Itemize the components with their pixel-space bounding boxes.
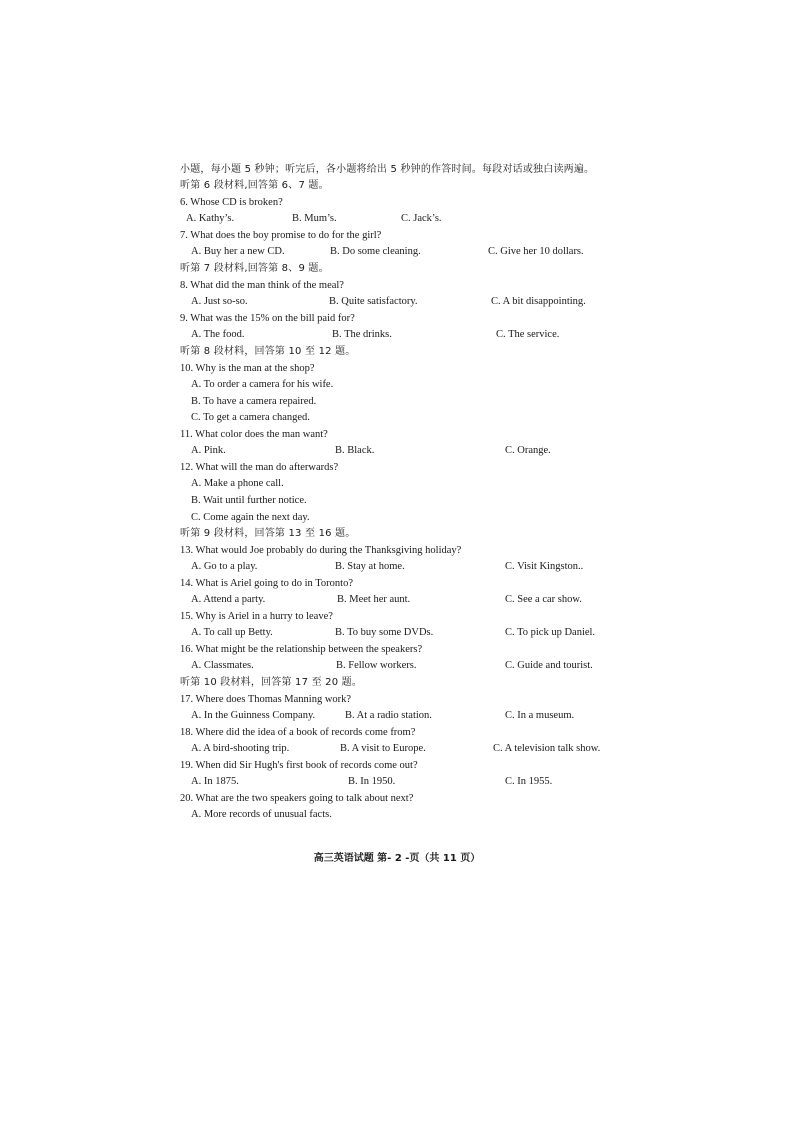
question-stem: 6. Whose CD is broken? xyxy=(180,197,283,208)
question-stem: 9. What was the 15% on the bill paid for? xyxy=(180,313,355,324)
option-a: A. In 1875. xyxy=(191,776,239,787)
question-stem: 13. What would Joe probably do during the Thanksgiving holiday? xyxy=(180,545,462,556)
option-b: B. The drinks. xyxy=(332,329,392,340)
option-a: A. Pink. xyxy=(191,445,226,456)
option-c: C. Orange. xyxy=(505,445,551,456)
option-c: C. In a museum. xyxy=(505,710,575,721)
question-stem: 20. What are the two speakers going to talk about next? xyxy=(180,793,414,804)
question-stem: 11. What color does the man want? xyxy=(180,429,328,440)
option-b: B. Mum’s. xyxy=(292,213,337,224)
option-a: A. Make a phone call. xyxy=(191,478,284,489)
option-c: C. See a car show. xyxy=(505,594,582,605)
section-instruction: 听第 8 段材料，回答第 10 至 12 题。 xyxy=(180,346,356,357)
question-stem: 17. Where does Thomas Manning work? xyxy=(180,694,352,705)
question-stem: 18. Where did the idea of a book of records come from? xyxy=(180,727,416,738)
option-b: B. Black. xyxy=(335,445,375,456)
option-a: A. To call up Betty. xyxy=(191,627,273,638)
option-b: B. Meet her aunt. xyxy=(337,594,411,605)
question-stem: 14. What is Ariel going to do in Toronto? xyxy=(180,578,353,589)
option-a: A. To order a camera for his wife. xyxy=(191,379,334,390)
option-a: A. Go to a play. xyxy=(191,561,258,572)
option-c: C. Visit Kingston.. xyxy=(505,561,584,572)
option-a: A. More records of unusual facts. xyxy=(191,809,332,820)
option-c: C. A bit disappointing. xyxy=(491,296,586,307)
option-b: B. To buy some DVDs. xyxy=(335,627,434,638)
option-c: C. A television talk show. xyxy=(493,743,601,754)
option-c: C. Jack’s. xyxy=(401,213,442,224)
question-stem: 12. What will the man do afterwards? xyxy=(180,462,339,473)
option-c: C. Come again the next day. xyxy=(191,512,310,523)
option-c: C. Guide and tourist. xyxy=(505,660,593,671)
option-b: B. Stay at home. xyxy=(335,561,405,572)
section-instruction: 听第 9 段材料，回答第 13 至 16 题。 xyxy=(180,528,356,539)
option-a: A. Attend a party. xyxy=(191,594,266,605)
option-b: B. Wait until further notice. xyxy=(191,495,307,506)
option-a: A. Just so-so. xyxy=(191,296,248,307)
option-c: C. The service. xyxy=(496,329,560,340)
option-c: C. To get a camera changed. xyxy=(191,412,310,423)
question-stem: 15. Why is Ariel in a hurry to leave? xyxy=(180,611,333,622)
question-stem: 8. What did the man think of the meal? xyxy=(180,280,344,291)
section-instruction: 听第 6 段材料,回答第 6、7 题。 xyxy=(180,180,329,191)
option-a: A. The food. xyxy=(191,329,245,340)
option-b: B. At a radio station. xyxy=(345,710,432,721)
option-b: B. Fellow workers. xyxy=(336,660,417,671)
question-stem: 7. What does the boy promise to do for the girl? xyxy=(180,230,382,241)
option-a: A. In the Guinness Company. xyxy=(191,710,316,721)
option-c: C. Give her 10 dollars. xyxy=(488,246,584,257)
option-a: A. A bird-shooting trip. xyxy=(191,743,290,754)
question-stem: 10. Why is the man at the shop? xyxy=(180,363,315,374)
option-c: C. To pick up Daniel. xyxy=(505,627,596,638)
listening-intro: 小题，每小题 5 秒钟；听完后，各小题将给出 5 秒钟的作答时间。每段对话或独白读两遍。 xyxy=(180,164,595,175)
option-b: B. Do some cleaning. xyxy=(330,246,421,257)
section-instruction: 听第 7 段材料,回答第 8、9 题。 xyxy=(180,263,329,274)
option-b: B. A visit to Europe. xyxy=(340,743,426,754)
option-b: B. In 1950. xyxy=(348,776,396,787)
question-stem: 16. What might be the relationship between the speakers? xyxy=(180,644,423,655)
option-a: A. Kathy’s. xyxy=(186,213,235,224)
option-c: C. In 1955. xyxy=(505,776,553,787)
option-a: A. Classmates. xyxy=(191,660,254,671)
page-footer: 高三英语试题 第- 2 -页（共 11 页） xyxy=(313,853,481,864)
question-stem: 19. When did Sir Hugh's first book of records come out? xyxy=(180,760,418,771)
section-instruction: 听第 10 段材料，回答第 17 至 20 题。 xyxy=(180,677,363,688)
option-a: A. Buy her a new CD. xyxy=(191,246,285,257)
option-b: B. To have a camera repaired. xyxy=(191,396,317,407)
option-b: B. Quite satisfactory. xyxy=(329,296,418,307)
